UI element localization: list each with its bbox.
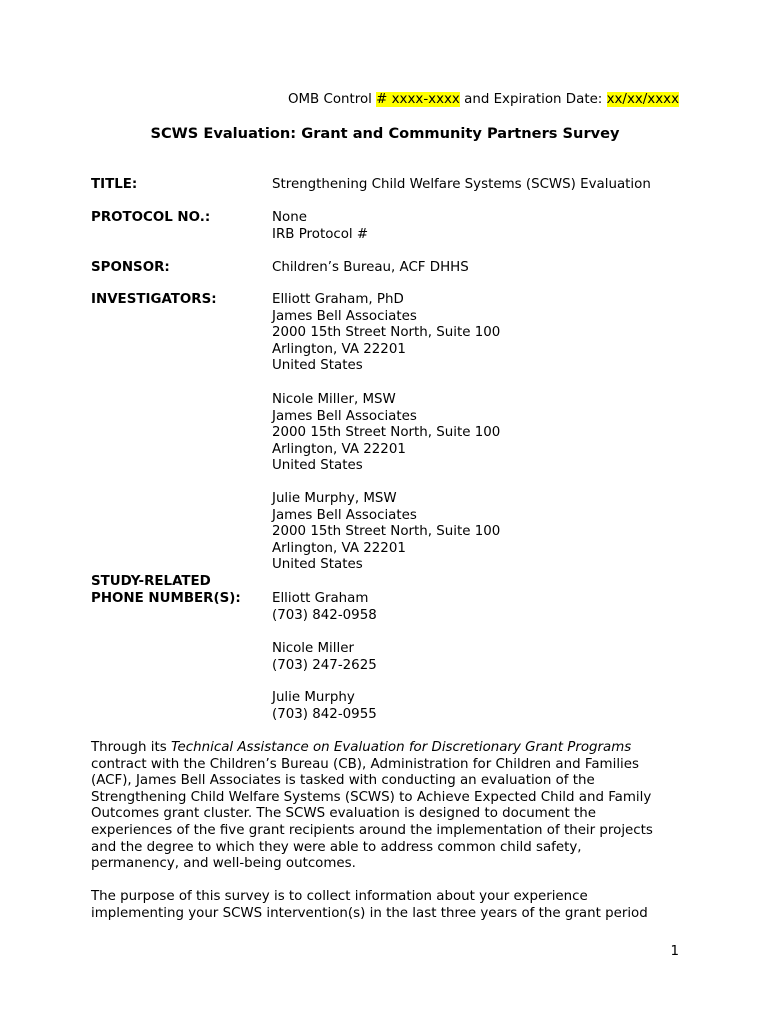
investigator-name: Elliott Graham, PhD <box>272 292 404 307</box>
paragraph-line: permanency, and well-being outcomes. <box>91 856 356 872</box>
program-title-italic: Technical Assistance on Evaluation for Discretionary Grant Programs <box>171 740 632 755</box>
intro-paragraph <box>91 740 681 873</box>
investigator-country: United States <box>272 358 363 374</box>
investigator-city: Arlington, VA 22201 <box>272 341 406 357</box>
paragraph-line: The purpose of this survey is to collect information about your experience <box>91 889 588 904</box>
paragraph-line: Strengthening Child Welfare Systems (SCWS) to Achieve Expected Child and Family <box>91 789 652 805</box>
document-title: SCWS Evaluation: Grant and Community Partners Survey <box>150 125 620 142</box>
protocol-label: PROTOCOL NO.: <box>91 210 211 225</box>
investigators-label: INVESTIGATORS: <box>91 292 217 307</box>
investigator-name: Nicole Miller, MSW <box>272 392 396 407</box>
investigator-name: Julie Murphy, MSW <box>272 491 397 506</box>
phone-block <box>272 641 377 674</box>
phone-number: (703) 247-2625 <box>272 657 377 673</box>
investigator-city: Arlington, VA 22201 <box>272 540 406 556</box>
purpose-paragraph <box>91 889 681 922</box>
phone-label <box>91 574 241 607</box>
phone-block <box>272 591 377 624</box>
investigator-street: 2000 15th Street North, Suite 100 <box>272 524 501 540</box>
investigator-org: James Bell Associates <box>272 507 417 523</box>
investigator-org: James Bell Associates <box>272 408 417 424</box>
phone-label-line: PHONE NUMBER(S): <box>91 590 241 606</box>
sponsor-label: SPONSOR: <box>91 260 170 275</box>
investigator-org: James Bell Associates <box>272 308 417 324</box>
phone-contact-name: Elliott Graham <box>272 591 369 606</box>
investigator-block <box>272 491 500 574</box>
paragraph-line: implementing your SCWS intervention(s) in the last three years of the grant period <box>91 905 648 921</box>
page-number: 1 <box>670 944 679 959</box>
protocol-value <box>272 210 368 243</box>
omb-prefix: OMB Control <box>287 92 377 107</box>
paragraph-line: contract with the Children’s Bureau (CB), Administration for Children and Families <box>91 756 639 772</box>
paragraph-line: Outcomes grant cluster. The SCWS evaluation is designed to document the <box>91 806 596 822</box>
investigator-street: 2000 15th Street North, Suite 100 <box>272 425 501 441</box>
paragraph-line: and the degree to which they were able to address common child safety, <box>91 839 582 855</box>
omb-control-line <box>288 92 679 109</box>
title-value-text: Strengthening Child Welfare Systems (SCWS) Evaluation <box>272 177 651 192</box>
phone-contact-name: Nicole Miller <box>272 641 354 656</box>
sponsor-value <box>272 260 469 277</box>
phone-number: (703) 842-0958 <box>272 607 377 623</box>
paragraph-line: (ACF), James Bell Associates is tasked with conducting an evaluation of the <box>91 773 595 789</box>
expiration-date-highlight: xx/xx/xxxx <box>606 92 679 107</box>
phone-number: (703) 842-0955 <box>272 706 377 722</box>
title-value <box>272 177 651 194</box>
investigator-country: United States <box>272 557 363 573</box>
title-label: TITLE: <box>91 177 138 192</box>
protocol-line: IRB Protocol # <box>272 226 369 242</box>
protocol-line: None <box>272 210 307 225</box>
paragraph-line: experiences of the five grant recipients around the implementation of their projects <box>91 822 653 838</box>
phone-block <box>272 690 377 723</box>
investigator-block <box>272 392 500 475</box>
investigator-street: 2000 15th Street North, Suite 100 <box>272 325 501 341</box>
para-intro-text: Through its <box>91 740 172 755</box>
phone-label-line: STUDY-RELATED <box>91 574 211 589</box>
sponsor-value-text: Children’s Bureau, ACF DHHS <box>272 260 469 275</box>
omb-mid: and Expiration Date: <box>459 92 607 107</box>
phone-contact-name: Julie Murphy <box>272 690 355 705</box>
investigator-block <box>272 292 500 375</box>
investigator-city: Arlington, VA 22201 <box>272 441 406 457</box>
omb-number-highlight: # xxxx-xxxx <box>376 92 460 107</box>
paragraph-line <box>91 740 681 757</box>
investigator-country: United States <box>272 458 363 474</box>
